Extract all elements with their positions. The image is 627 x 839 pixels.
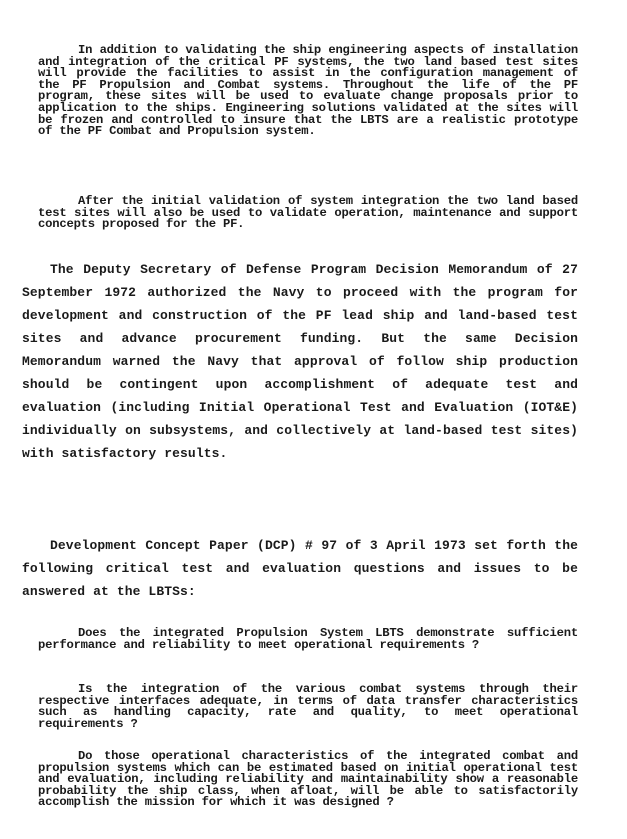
paragraph-decision-memorandum: The Deputy Secretary of Defense Program Decision Memorandum of 27 September 1972 authorized the Navy to proceed with the program for development and construction of the PF lead ship and land-based test sites and advance procurement funding. But the same Decision Memorandum warned the Navy that approval of follow ship production should be contingent upon accomplishment of adequate test and evaluation (including Initial Operational Test and Evaluation (IOT&E) individually on subsystems, and collectively at land-based test sites) with satisfactory results. [22,262,578,461]
paragraph-development-concept-paper: Development Concept Paper (DCP) # 97 of 3 April 1973 set forth the following critical test and evaluation questions and issues to be answered at the LBTSs: [22,538,578,599]
paragraph-lbts-configuration: In addition to validating the ship engineering aspects of installation and integration of the critical PF systems, the two land based test sites will provide the facilities to assist in the configuration management of the PF Propulsion and Combat systems. Throughout the life of the PF program, these sites will be used to evaluate change proposals prior to application to the ships. Engineering solutions validated at the sites will be frozen and controlled to insure that the LBTS are a realistic prototype of the PF Combat and Propulsion system. [38,43,578,139]
question-propulsion-system: Does the integrated Propulsion System LBTS demonstrate sufficient performance and reliability to meet operational requirements ? [38,626,578,652]
paragraph-lbts-validation: After the initial validation of system integration the two land based test sites will also be used to validate operation, maintenance and support concepts proposed for the PF. [38,194,578,232]
question-operational-characteristics: Do those operational characteristics of the integrated combat and propulsion systems which can be estimated based on initial operational test and evaluation, including reliability and maintainability show a reasonable probability the ship class, when afloat, will be able to satisfactorily accomplish the mission for which it was designed ? [38,749,578,810]
question-combat-integration: Is the integration of the various combat systems through their respective interfaces adequate, in terms of data transfer characteristics such as handling capacity, rate and quality, to meet operational requirements ? [38,682,578,731]
